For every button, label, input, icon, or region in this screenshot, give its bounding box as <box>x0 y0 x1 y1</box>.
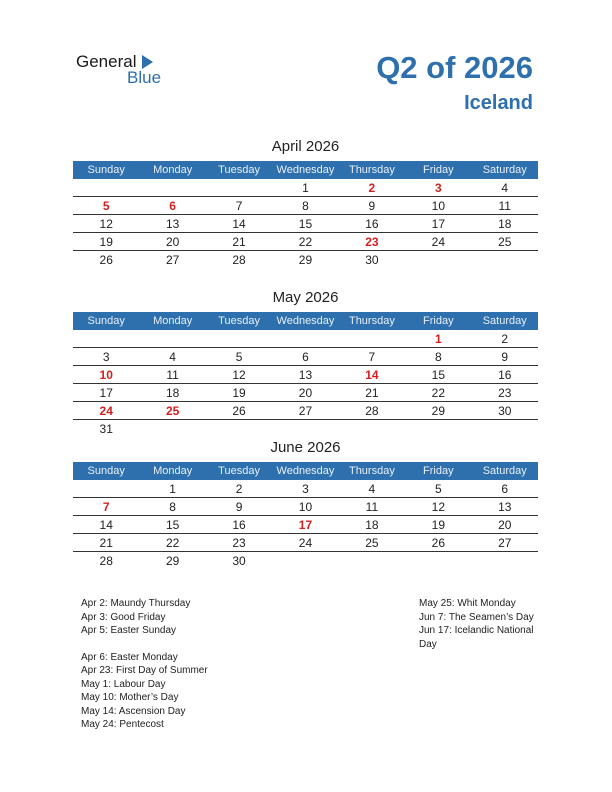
day-cell: 9 <box>368 199 376 213</box>
weekday-header <box>73 161 538 179</box>
day-cell: 2 <box>501 332 509 346</box>
day-cell: 19 <box>232 386 246 400</box>
day-cell: 22 <box>165 536 180 550</box>
day-cell: 27 <box>298 404 313 418</box>
weekday-label: Tuesday <box>218 465 260 477</box>
day-cell: 28 <box>365 404 379 418</box>
day-cell <box>472 251 538 268</box>
day-cell: 10 <box>431 199 445 213</box>
holiday-item: May 14: Ascension Day <box>81 705 186 717</box>
day-cell: 20 <box>498 518 512 532</box>
day-cell: 10 <box>298 500 313 514</box>
day-cell <box>405 552 471 569</box>
day-cell: 24 <box>298 536 313 550</box>
week-row <box>73 179 538 197</box>
holiday-day-cell: 24 <box>99 404 113 418</box>
day-cell <box>272 552 338 569</box>
holiday-item: Apr 6: Easter Monday <box>81 651 178 663</box>
holiday-item: May 1: Labour Day <box>81 678 166 690</box>
day-cell <box>272 420 338 437</box>
day-cell: 13 <box>165 217 180 231</box>
day-cell: 20 <box>165 235 180 249</box>
day-cell: 15 <box>298 217 313 231</box>
day-cell: 2 <box>235 482 243 496</box>
holiday-day-cell: 25 <box>165 404 180 418</box>
month-title: June 2026 <box>270 439 341 456</box>
page-title: Q2 of 2026 <box>376 50 533 85</box>
day-cell: 29 <box>165 554 180 568</box>
day-cell: 28 <box>232 253 246 267</box>
day-cell: 17 <box>99 386 113 400</box>
day-cell: 21 <box>99 536 113 550</box>
brand-logo <box>76 52 176 88</box>
day-cell: 27 <box>498 536 512 550</box>
weekday-header <box>73 462 538 480</box>
holiday-day-cell: 1 <box>434 332 442 346</box>
weekday-label: Wednesday <box>276 315 335 327</box>
day-cell: 18 <box>165 386 180 400</box>
day-cell <box>405 251 471 268</box>
day-cell: 29 <box>431 404 445 418</box>
day-cell: 12 <box>99 217 113 231</box>
day-cell <box>139 179 205 196</box>
day-cell: 1 <box>302 181 309 195</box>
holiday-item: Jun 7: The Seamen’s Day <box>419 611 534 623</box>
day-cell: 16 <box>232 518 246 532</box>
day-cell: 19 <box>99 235 113 249</box>
weekday-label: Thursday <box>348 164 395 176</box>
weekday-label: Monday <box>153 315 193 327</box>
weekday-label: Saturday <box>482 164 527 176</box>
weekday-label: Friday <box>423 465 454 477</box>
weekday-label: Sunday <box>87 315 125 327</box>
day-cell: 25 <box>365 536 379 550</box>
day-cell <box>139 420 205 437</box>
weekday-label: Friday <box>423 315 454 327</box>
weekday-label: Saturday <box>482 315 527 327</box>
day-cell <box>339 552 405 569</box>
day-cell: 11 <box>365 500 379 514</box>
weekday-label: Wednesday <box>276 164 335 176</box>
day-cell: 11 <box>498 199 511 213</box>
day-cell <box>206 420 272 437</box>
weekday-label: Saturday <box>482 465 527 477</box>
day-cell: 8 <box>302 199 309 213</box>
holiday-item: Apr 5: Easter Sunday <box>81 625 177 636</box>
day-cell: 4 <box>169 350 176 364</box>
day-cell <box>405 420 471 437</box>
day-cell: 31 <box>99 422 113 436</box>
holiday-day-cell: 14 <box>365 368 379 382</box>
week-row <box>73 534 538 552</box>
week-row <box>73 516 538 534</box>
holiday-day-cell: 17 <box>298 518 313 532</box>
weekday-label: Monday <box>153 465 193 477</box>
day-cell: 16 <box>365 217 379 231</box>
day-cell <box>139 330 205 347</box>
week-row <box>73 384 538 402</box>
holiday-day-cell: 7 <box>102 500 110 514</box>
day-cell: 12 <box>232 368 246 382</box>
holiday-list-right <box>419 597 549 651</box>
week-row <box>73 402 538 420</box>
holiday-item: Jun 17: Icelandic National Day <box>419 625 534 650</box>
weekday-label: Monday <box>153 164 193 176</box>
day-cell: 26 <box>431 536 445 550</box>
day-cell: 9 <box>235 500 243 514</box>
day-cell: 30 <box>232 554 246 568</box>
holiday-day-cell: 5 <box>102 199 110 213</box>
day-cell: 22 <box>431 386 445 400</box>
day-cell: 30 <box>498 404 512 418</box>
holiday-item: Apr 2: Maundy Thursday <box>81 598 191 609</box>
week-row <box>73 366 538 384</box>
day-cell: 29 <box>298 253 313 267</box>
day-cell: 17 <box>431 217 445 231</box>
day-cell <box>73 480 139 497</box>
day-cell: 3 <box>302 482 309 496</box>
holiday-day-cell: 10 <box>99 368 113 382</box>
holiday-item: May 25: Whit Monday <box>419 598 516 609</box>
day-cell: 16 <box>498 368 512 382</box>
day-cell: 18 <box>365 518 379 532</box>
week-row <box>73 215 538 233</box>
day-cell: 13 <box>298 368 313 382</box>
holiday-item: Apr 23: First Day of Summer <box>81 665 208 676</box>
weekday-label: Wednesday <box>276 465 335 477</box>
day-cell: 21 <box>232 235 246 249</box>
holiday-day-cell: 2 <box>368 181 376 195</box>
weekday-label: Sunday <box>87 164 125 176</box>
day-cell <box>73 330 139 347</box>
day-cell <box>339 420 405 437</box>
day-cell: 8 <box>434 350 442 364</box>
day-cell: 11 <box>166 368 179 382</box>
day-cell: 14 <box>232 217 246 231</box>
day-cell: 26 <box>99 253 113 267</box>
holiday-item: Apr 3: Good Friday <box>81 611 166 623</box>
day-cell: 5 <box>235 350 243 364</box>
holiday-item: May 10: Mother’s Day <box>81 692 179 703</box>
country-title: Iceland <box>464 92 533 114</box>
weekday-label: Sunday <box>87 465 125 477</box>
day-cell: 6 <box>501 482 509 496</box>
day-cell: 4 <box>368 482 376 496</box>
weekday-label: Thursday <box>348 315 395 327</box>
month-calendar-may <box>73 288 538 437</box>
day-cell: 8 <box>169 500 176 514</box>
week-row <box>73 330 538 348</box>
logo-text-general: General <box>76 52 137 71</box>
day-cell: 30 <box>365 253 379 267</box>
weekday-label: Tuesday <box>218 164 260 176</box>
day-cell: 7 <box>368 350 376 364</box>
day-cell: 20 <box>298 386 313 400</box>
day-cell: 25 <box>498 235 512 249</box>
day-cell: 1 <box>169 482 176 496</box>
week-row <box>73 420 538 437</box>
month-title: May 2026 <box>272 289 339 306</box>
day-cell: 24 <box>431 235 445 249</box>
day-cell: 18 <box>498 217 512 231</box>
day-cell: 23 <box>232 536 246 550</box>
day-cell: 4 <box>501 181 509 195</box>
day-cell <box>206 179 272 196</box>
holiday-item: May 24: Pentecost <box>81 719 164 730</box>
day-cell <box>472 552 538 569</box>
day-cell: 26 <box>232 404 246 418</box>
day-cell: 23 <box>498 386 512 400</box>
weekday-label: Thursday <box>348 465 395 477</box>
day-cell: 6 <box>302 350 309 364</box>
holiday-day-cell: 6 <box>169 199 176 213</box>
day-cell: 15 <box>431 368 445 382</box>
week-row <box>73 552 538 569</box>
day-cell <box>272 330 338 347</box>
logo-text-blue: Blue <box>127 68 162 87</box>
day-cell: 21 <box>365 386 379 400</box>
weekday-label: Tuesday <box>218 315 260 327</box>
day-cell: 13 <box>498 500 512 514</box>
month-title: April 2026 <box>271 138 340 155</box>
month-calendar-june <box>73 438 538 569</box>
day-cell: 19 <box>431 518 445 532</box>
holiday-day-cell: 23 <box>365 235 379 249</box>
day-cell: 22 <box>298 235 313 249</box>
week-row <box>73 348 538 366</box>
week-row <box>73 480 538 498</box>
holiday-day-cell: 3 <box>434 181 442 195</box>
day-cell <box>206 330 272 347</box>
week-row <box>73 498 538 516</box>
month-calendar-april <box>73 137 538 268</box>
weekday-header <box>73 312 538 330</box>
logo-triangle-icon <box>142 55 153 69</box>
day-cell: 3 <box>102 350 110 364</box>
week-row <box>73 197 538 215</box>
day-cell: 9 <box>501 350 509 364</box>
week-row <box>73 233 538 251</box>
day-cell: 7 <box>235 199 243 213</box>
day-cell: 27 <box>165 253 180 267</box>
weekday-label: Friday <box>423 164 454 176</box>
holiday-list-left <box>81 597 208 732</box>
day-cell <box>339 330 405 347</box>
day-cell: 14 <box>99 518 113 532</box>
day-cell: 5 <box>434 482 442 496</box>
day-cell: 12 <box>431 500 445 514</box>
day-cell <box>472 420 538 437</box>
day-cell <box>73 179 139 196</box>
day-cell: 28 <box>99 554 113 568</box>
week-row <box>73 251 538 268</box>
day-cell: 15 <box>165 518 180 532</box>
